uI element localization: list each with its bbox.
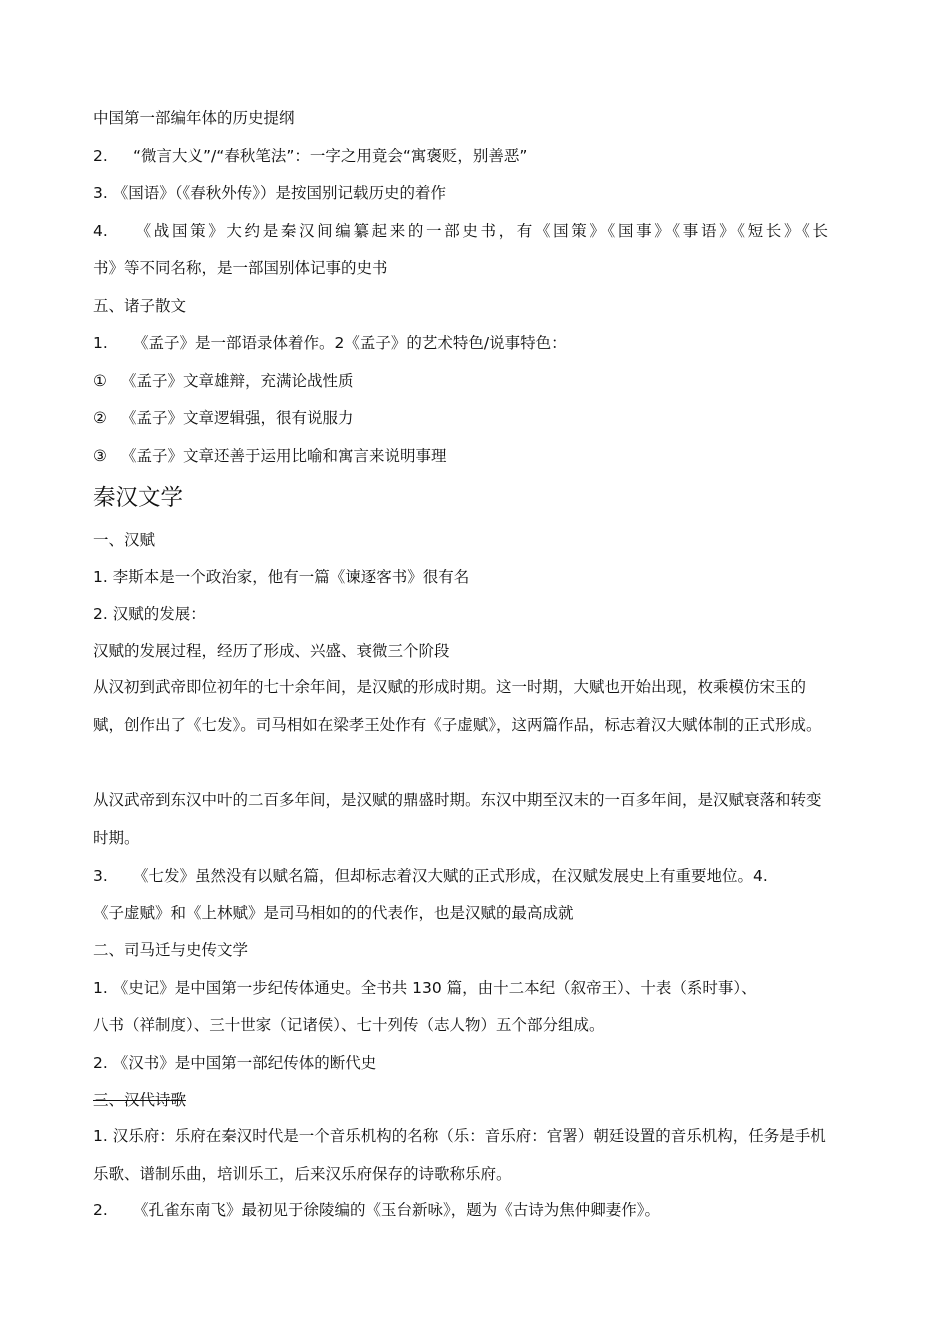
paragraph: 从汉武帝到东汉中叶的二百多年间，是汉赋的鼎盛时期。东汉中期至汉末的一百多年间，是汉赋衰落和转变时期。 <box>93 791 822 847</box>
text-line: 汉赋的发展过程，经历了形成、兴盛、衰微三个阶段 <box>93 642 450 660</box>
numbered-item <box>93 1200 893 1220</box>
item-text: 《七发》虽然没有以赋名篇，但却标志着汉大赋的正式形成，在汉赋发展史上有重要地位。4. <box>133 867 768 885</box>
section-heading: 一、汉赋 <box>93 531 156 549</box>
item-text: 《孔雀东南飞》最初见于徐陵编的《玉台新咏》，题为《古诗为焦仲卿妻作》。 <box>133 1201 661 1219</box>
section-heading: 二、司马迁与史传文学 <box>93 941 249 959</box>
paragraph: 1. 汉乐府：乐府在秦汉时代是一个音乐机构的名称（乐：音乐府：官署）朝廷设置的音乐机构，任务是手机乐歌、谱制乐曲，培训乐工，后来汉乐府保存的诗歌称乐府。 <box>93 1127 826 1183</box>
numbered-item <box>93 221 828 241</box>
item-text: 《孟子》是一部语录体着作。2《孟子》的艺术特色/说事特色： <box>133 334 567 352</box>
numbered-item <box>93 333 893 353</box>
text-line: 中国第一部编年体的历史提纲 <box>93 109 295 127</box>
item-number: 4. <box>93 222 108 240</box>
section-heading: 五、诸子散文 <box>93 297 187 315</box>
item-number: 2. <box>93 1201 108 1219</box>
item-number: 3. <box>93 867 108 885</box>
item-text: 《孟子》文章还善于运用比喻和寓言来说明事理 <box>121 447 447 465</box>
item-text: “微言大义”/“春秋笔法”：一字之用竟会“寓褒贬，别善恶” <box>133 147 528 165</box>
numbered-item: 2. 《汉书》是中国第一部纪传体的断代史 <box>93 1054 377 1072</box>
text-line: 书》等不同名称，是一部国别体记事的史书 <box>93 259 388 277</box>
section-heading: 三、汉代诗歌 <box>93 1091 187 1109</box>
chapter-heading: 秦汉文学 <box>93 485 184 511</box>
item-text: 《战国策》大约是秦汉间编纂起来的一部史书，有《国策》《国事》《事语》《短长》《长 <box>133 222 828 240</box>
numbered-item: 2. 汉赋的发展： <box>93 605 206 623</box>
circled-number: ② <box>93 409 107 427</box>
numbered-item: 1. 李斯本是一个政治家，他有一篇《谏逐客书》很有名 <box>93 568 470 586</box>
list-item <box>93 446 893 466</box>
list-item <box>93 408 893 428</box>
circled-number: ③ <box>93 447 107 465</box>
numbered-item <box>93 146 893 166</box>
numbered-item <box>93 866 893 886</box>
list-item <box>93 371 893 391</box>
paragraph: 从汉初到武帝即位初年的七十余年间，是汉赋的形成时期。这一时期，大赋也开始出现，枚乘模仿宋玉的赋，创作出了《七发》。司马相如在梁孝王处作有《子虚赋》，这两篇作品，标志着汉大赋体制的正式形成。 <box>93 678 822 734</box>
numbered-item: 3. 《国语》（《春秋外传》）是按国别记载历史的着作 <box>93 184 446 202</box>
item-number: 2. <box>93 147 108 165</box>
text-line: 《子虚赋》和《上林赋》是司马相如的的代表作，也是汉赋的最高成就 <box>93 904 574 922</box>
item-text: 《孟子》文章逻辑强，很有说服力 <box>121 409 354 427</box>
text-line: 八书（祥制度）、三十世家（记诸侯）、七十列传（志人物）五个部分组成。 <box>93 1016 605 1034</box>
numbered-item: 1. 《史记》是中国第一步纪传体通史。全书共 130 篇，由十二本纪（叙帝王）、十表（系时事）、 <box>93 979 757 997</box>
circled-number: ① <box>93 372 107 390</box>
item-text: 《孟子》文章雄辩，充满论战性质 <box>121 372 354 390</box>
item-number: 1. <box>93 334 108 352</box>
